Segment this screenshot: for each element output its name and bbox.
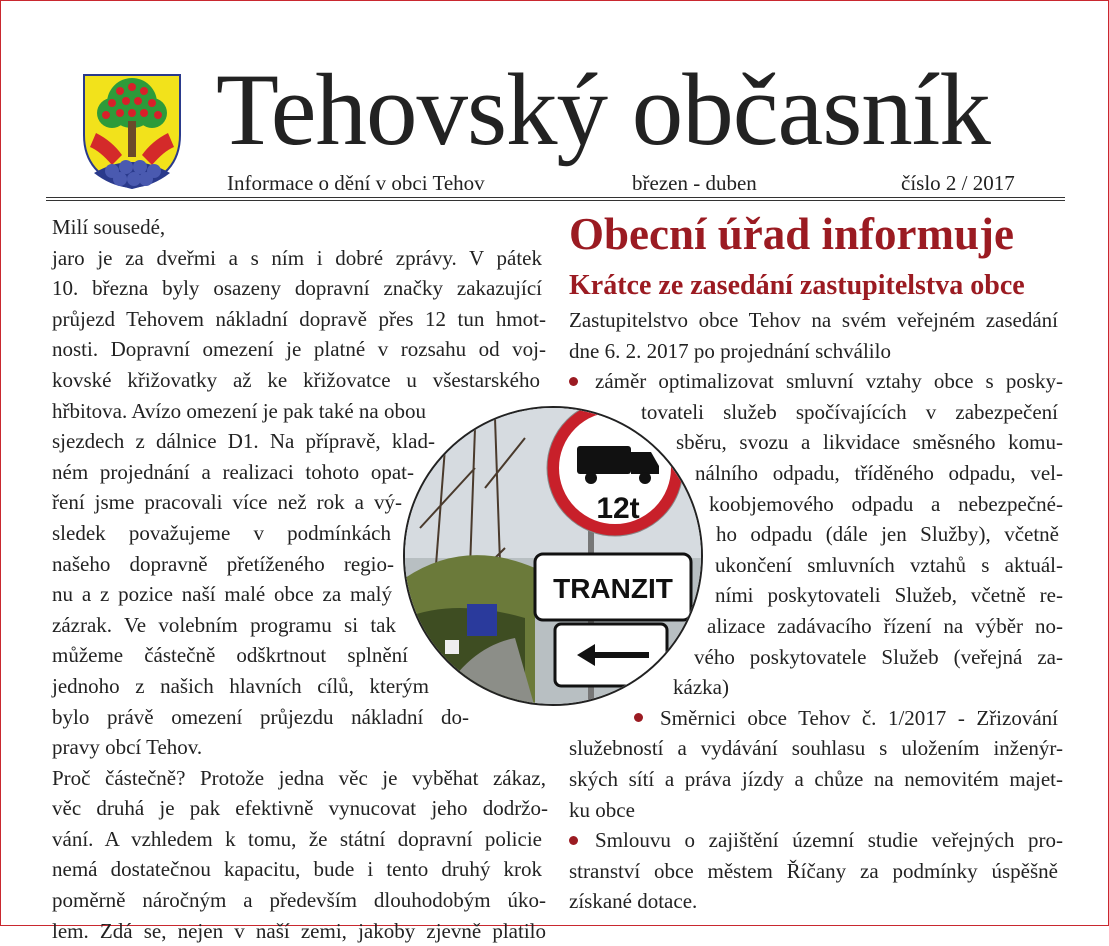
list-item xyxy=(569,825,1063,856)
text-line: jednoho z našich hlavních cílů, kterým xyxy=(52,673,429,698)
traffic-sign-illustration xyxy=(405,408,703,706)
text-line: ku obce xyxy=(569,797,635,822)
bullet-icon xyxy=(569,377,578,386)
text-line: 10. března byly osazeny dopravní značky zakazující xyxy=(52,276,542,301)
text-line: věc druhá je pak efektivně vynucovat jeho dodržo- xyxy=(52,796,548,821)
text-line: zázrak. Ve volebním programu si tak xyxy=(52,612,396,637)
text-line: poměrně náročným a především dlouhodobým úko- xyxy=(52,888,546,913)
text-line: lem. Zdá se, nejen v naší zemi, jakoby zjevně platilo xyxy=(52,918,546,943)
text-line: záměr optimalizovat smluvní vztahy obce s posky- xyxy=(595,369,1063,394)
text-line: Smlouvu o zajištění územní studie veřejných pro- xyxy=(595,828,1063,853)
subtitle: Informace o dění v obci Tehov xyxy=(227,171,485,195)
section-heading: Obecní úřad informuje xyxy=(569,209,1014,259)
text-line: alizace zadávacího řízení na výběr no- xyxy=(707,613,1063,638)
text-line: kázka) xyxy=(673,675,729,700)
text-line: kovské křižovatky až ke křižovatce u všestarského xyxy=(52,367,540,392)
issue-number: číslo 2 / 2017 xyxy=(901,171,1015,195)
header-rule-thin xyxy=(46,200,1065,201)
text-line: hřbitova. Avízo omezení je pak také na obou xyxy=(52,398,426,423)
text-line: Proč částečně? Protože jedna věc je vyběhat zákaz, xyxy=(52,765,546,790)
text-line: nu a z pozice naší malé obce za malý xyxy=(52,582,392,607)
text-line: dne 6. 2. 2017 po projednání schválilo xyxy=(569,338,891,363)
text-line: vání. A vzhledem k tomu, že státní dopravní policie xyxy=(52,826,542,851)
newsletter-title: Tehovský občasník xyxy=(216,53,990,167)
text-line: sledek považujeme v podmínkách xyxy=(52,520,391,545)
text-line: sběru, svozu a likvidace směsného komu- xyxy=(676,430,1063,455)
list-item xyxy=(569,366,1063,397)
traffic-sign-photo xyxy=(403,406,703,706)
text-line: koobjemového odpadu a nebezpečné- xyxy=(709,491,1063,516)
text-line: jaro je za dveřmi a s ním i dobré zprávy. V pátek xyxy=(52,245,542,270)
text-line: ských sítí a práva jízdy a chůze na nemovitém majet- xyxy=(569,766,1063,791)
text-line: ními poskytovateli Služeb, včetně re- xyxy=(715,583,1063,608)
text-line: ho odpadu (dále jen Služby), včetně xyxy=(716,522,1059,547)
text-line: nemá dostatečnou kapacitu, bude i tento druhý krok xyxy=(52,857,542,882)
sign-tranzit-text: TRANZIT xyxy=(553,573,673,604)
sign-weight-text: 12t xyxy=(596,492,640,525)
text-line: Směrnici obce Tehov č. 1/2017 - Zřizování xyxy=(660,705,1058,730)
text-line: ukončení smluvních vztahů s aktuál- xyxy=(715,552,1063,577)
text-line: stranství obce městem Říčany za podmínky úspěšně xyxy=(569,858,1058,883)
bullet-icon xyxy=(634,713,643,722)
text-line: našeho dopravně přetíženého regio- xyxy=(52,551,394,576)
text-line: můžeme částečně odškrtnout splnění xyxy=(52,643,408,668)
text-line: Zastupitelstvo obce Tehov na svém veřejném zasedání xyxy=(569,308,1058,332)
text-line: pravy obcí Tehov. xyxy=(52,735,203,760)
text-line: průjezd Tehovem nákladní dopravě přes 12 tun hmot- xyxy=(52,306,546,331)
text-line: tovateli služeb spočívajících v zabezpečení xyxy=(641,399,1058,424)
text-line: získané dotace. xyxy=(569,889,698,914)
section-subheading: Krátce ze zasedání zastupitelstva obce xyxy=(569,270,1025,301)
list-item xyxy=(634,703,1058,734)
text-line: vého poskytovatele Služeb (veřejná za- xyxy=(694,644,1063,669)
text-line: nálního odpadu, tříděného odpadu, vel- xyxy=(695,460,1063,485)
text-line: ření jsme pracovali více než rok a vý- xyxy=(52,490,402,515)
bullet-icon xyxy=(569,836,578,845)
text-line: sjezdech z dálnice D1. Na přípravě, klad- xyxy=(52,429,435,454)
issue-period: březen - duben xyxy=(632,171,757,195)
text-line: nosti. Dopravní omezení je platné v rozsahu od voj- xyxy=(52,337,546,362)
text-line: bylo právě omezení průjezdu nákladní do- xyxy=(52,704,469,729)
header-rule xyxy=(46,197,1065,198)
text-line: Milí sousedé, xyxy=(52,215,166,239)
text-line: služebností a vydávání souhlasu s uložením inženýr- xyxy=(569,736,1063,761)
text-line: ném projednání a realizaci tohoto opat- xyxy=(52,459,414,484)
coat-of-arms-icon xyxy=(82,73,182,190)
